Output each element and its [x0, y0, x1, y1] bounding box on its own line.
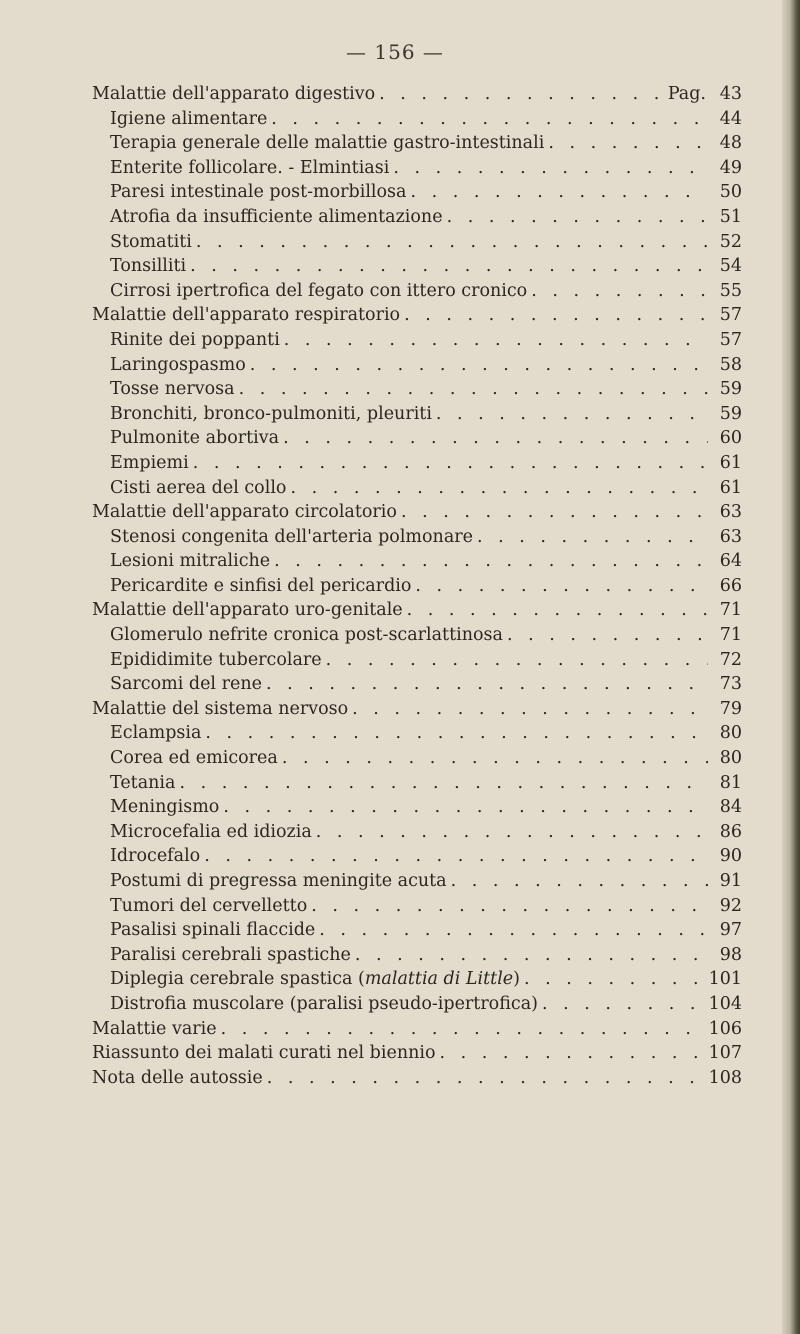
toc-entry-title: Terapia generale delle malattie gastro-intestinali [110, 133, 545, 154]
toc-subentry [92, 969, 742, 994]
toc-entry-title: Sarcomi del rene [110, 674, 262, 695]
toc-entry-title: Tonsilliti [110, 256, 187, 277]
toc-entry-title: Distrofia muscolare (paralisi pseudo-ipertrofica) [110, 993, 538, 1014]
toc-entry-title: Atrofia da insufficiente alimentazione [110, 206, 443, 227]
toc-page-number: 64 [719, 551, 742, 572]
toc-subentry [92, 797, 742, 822]
toc-subentry [92, 871, 742, 896]
toc-page-number: 84 [719, 797, 742, 818]
toc-page-number: 58 [719, 354, 742, 375]
toc-page-number: 81 [719, 772, 742, 793]
toc-entry-title: Malattie del sistema nervoso [92, 698, 349, 719]
dot-leader [311, 896, 708, 916]
dot-leader [379, 84, 664, 104]
toc-entry-title: Stomatiti [110, 231, 192, 252]
toc-entry-title: Cirrosi ipertrofica del fegato con ittero cronico [110, 280, 528, 301]
toc-subentry [92, 355, 742, 380]
toc-section [92, 1068, 742, 1093]
toc-entry-title: Pasalisi spinali flaccide [110, 920, 316, 941]
toc-section [92, 305, 742, 330]
toc-entry-title: Nota delle autossie [92, 1067, 263, 1088]
toc-page-number: 90 [719, 846, 742, 867]
toc-page-number: 79 [719, 698, 742, 719]
dot-leader [250, 355, 708, 375]
page-number-header: — 156 — [346, 40, 444, 64]
dot-leader [179, 773, 708, 793]
toc-page-number: 108 [708, 1067, 742, 1088]
dot-leader [196, 232, 708, 252]
pag-label: Pag. [667, 84, 706, 104]
dot-leader [193, 453, 708, 473]
dot-leader [407, 600, 708, 620]
dot-leader [410, 182, 708, 202]
toc-page-number: 63 [719, 526, 742, 547]
toc-page-number: 104 [708, 993, 742, 1014]
dot-leader [204, 846, 708, 866]
dot-leader [440, 1043, 705, 1063]
toc-section [92, 1019, 742, 1044]
dot-leader [542, 994, 705, 1014]
toc-subentry [92, 232, 742, 257]
toc-subentry [92, 551, 742, 576]
page-edge-shadow [782, 0, 800, 1334]
dot-leader [352, 699, 708, 719]
toc-subentry [92, 994, 742, 1019]
toc-page-number: 107 [708, 1043, 742, 1064]
toc-section [92, 502, 742, 527]
toc-page-number: 54 [719, 256, 742, 277]
dot-leader [284, 330, 708, 350]
toc-entry-title: Malattie dell'apparato digestivo [92, 84, 376, 104]
dot-leader [271, 109, 708, 129]
dot-leader [266, 674, 708, 694]
dot-leader [404, 305, 708, 325]
toc-page-number: 101 [708, 969, 742, 990]
toc-page-number: 51 [719, 206, 742, 227]
dot-leader [401, 502, 708, 522]
toc-entry-title: Corea ed emicorea [110, 748, 278, 769]
dot-leader [477, 527, 708, 547]
toc-subentry [92, 576, 742, 601]
toc-subentry [92, 428, 742, 453]
toc-entry-title: Pulmonite abortiva [110, 428, 280, 449]
dot-leader [267, 1068, 705, 1088]
toc-entry-title: Stenosi congenita dell'arteria polmonare [110, 526, 473, 547]
toc-page-number: 43 [719, 84, 742, 104]
toc-entry-title: Idrocefalo [110, 846, 201, 867]
toc-page-number: 73 [719, 674, 742, 695]
toc-page-number: 80 [719, 748, 742, 769]
dot-leader [326, 650, 708, 670]
toc-entry-title: Diplegia cerebrale spastica (malattia di Little) [110, 969, 520, 990]
toc-entry-title: Glomerulo nefrite cronica post-scarlattinosa [110, 625, 503, 646]
dot-leader [274, 551, 708, 571]
toc-subentry [92, 945, 742, 970]
toc-page-number: 49 [719, 157, 742, 178]
toc-entry-title: Laringospasmo [110, 354, 246, 375]
toc-entry-title: Malattie dell'apparato uro-genitale [92, 600, 403, 621]
dot-leader [221, 1019, 705, 1039]
toc-page-number: 59 [719, 379, 742, 400]
toc-entry-title: Empiemi [110, 452, 189, 473]
toc-page-number: 63 [719, 502, 742, 523]
toc-page-number: 48 [719, 133, 742, 154]
dot-leader [205, 723, 708, 743]
toc-entry-title: Lesioni mitraliche [110, 551, 271, 572]
table-of-contents [92, 84, 742, 1092]
toc-page-number: 55 [719, 280, 742, 301]
toc-entry-title: Malattie dell'apparato circolatorio [92, 502, 397, 523]
toc-entry-title: Pericardite e sinfisi del pericardio [110, 575, 412, 596]
toc-entry-title: Postumi di pregressa meningite acuta [110, 871, 447, 891]
dot-leader [436, 404, 708, 424]
toc-page-number: 72 [719, 649, 742, 670]
toc-subentry [92, 281, 742, 306]
toc-page-number: 50 [719, 182, 742, 203]
toc-subentry [92, 748, 742, 773]
toc-subentry [92, 527, 742, 552]
dot-leader [355, 945, 708, 965]
toc-page-number: 86 [719, 821, 742, 842]
dot-leader [451, 871, 708, 891]
toc-page-number: 60 [719, 428, 742, 449]
toc-entry-title: Epididimite tubercolare [110, 649, 322, 670]
dot-leader [415, 576, 708, 596]
toc-subentry [92, 625, 742, 650]
toc-section [92, 1043, 742, 1068]
toc-entry-title: Tumori del cervelletto [110, 895, 308, 916]
toc-page-number: 52 [719, 231, 742, 252]
toc-subentry [92, 896, 742, 921]
toc-entry-title: Riassunto dei malati curati nel biennio [92, 1043, 436, 1064]
toc-section [92, 699, 742, 724]
toc-entry-title: Bronchiti, bronco-pulmoniti, pleuriti [110, 403, 432, 424]
dot-leader [239, 379, 708, 399]
toc-entry-title: Meningismo [110, 797, 220, 818]
toc-entry-title: Cisti aerea del collo [110, 477, 287, 498]
dot-leader [548, 133, 708, 153]
toc-page-number: 66 [719, 575, 742, 596]
toc-subentry [92, 256, 742, 281]
toc-subentry [92, 846, 742, 871]
toc-entry-title: Microcefalia ed idiozia [110, 821, 312, 842]
toc-subentry [92, 822, 742, 847]
toc-page-number: 44 [719, 108, 742, 129]
dot-leader [393, 158, 708, 178]
dot-leader [447, 207, 708, 227]
toc-entry-title: Igiene alimentare [110, 108, 268, 129]
dot-leader [283, 428, 708, 448]
toc-page-number: 106 [708, 1018, 742, 1039]
toc-page-number: 71 [719, 625, 742, 646]
toc-entry-title: Tosse nervosa [110, 379, 235, 400]
toc-page-number: 61 [719, 477, 742, 498]
dot-leader [319, 920, 708, 940]
toc-section [92, 600, 742, 625]
toc-entry-title: Malattie dell'apparato respiratorio [92, 305, 401, 326]
toc-subentry [92, 330, 742, 355]
toc-subentry [92, 773, 742, 798]
toc-page-number: 92 [719, 895, 742, 916]
toc-entry-title: Paralisi cerebrali spastiche [110, 944, 351, 965]
toc-entry-title: Eclampsia [110, 723, 202, 744]
toc-entry-title: Enterite follicolare. - Elmintiasi [110, 157, 390, 178]
toc-subentry [92, 158, 742, 183]
dot-leader [282, 748, 708, 768]
dot-leader [316, 822, 708, 842]
toc-subentry [92, 182, 742, 207]
dot-leader [531, 281, 708, 301]
toc-subentry [92, 723, 742, 748]
toc-entry-title: Tetania [110, 772, 176, 793]
toc-page-number: 61 [719, 452, 742, 473]
toc-subentry [92, 674, 742, 699]
toc-entry-title: Rinite dei poppanti [110, 329, 280, 350]
toc-entry-title: Paresi intestinale post-morbillosa [110, 182, 407, 203]
toc-subentry [92, 133, 742, 158]
toc-subentry [92, 109, 742, 134]
toc-page-number: 91 [719, 871, 742, 891]
toc-page-number: 57 [719, 305, 742, 326]
toc-page-number: 98 [719, 944, 742, 965]
toc-subentry [92, 379, 742, 404]
dot-leader [524, 969, 705, 989]
toc-page-number: 80 [719, 723, 742, 744]
toc-subentry [92, 650, 742, 675]
toc-subentry [92, 207, 742, 232]
dot-leader [507, 625, 708, 645]
toc-section [92, 84, 742, 109]
toc-subentry [92, 453, 742, 478]
toc-subentry [92, 404, 742, 429]
toc-page-number: 71 [719, 600, 742, 621]
dot-leader [290, 478, 708, 498]
dot-leader [190, 256, 708, 276]
toc-page-number: 59 [719, 403, 742, 424]
toc-page-number: 57 [719, 329, 742, 350]
toc-subentry [92, 920, 742, 945]
toc-entry-title: Malattie varie [92, 1018, 217, 1039]
toc-subentry [92, 478, 742, 503]
dot-leader [223, 797, 708, 817]
toc-page-number: 97 [719, 920, 742, 941]
